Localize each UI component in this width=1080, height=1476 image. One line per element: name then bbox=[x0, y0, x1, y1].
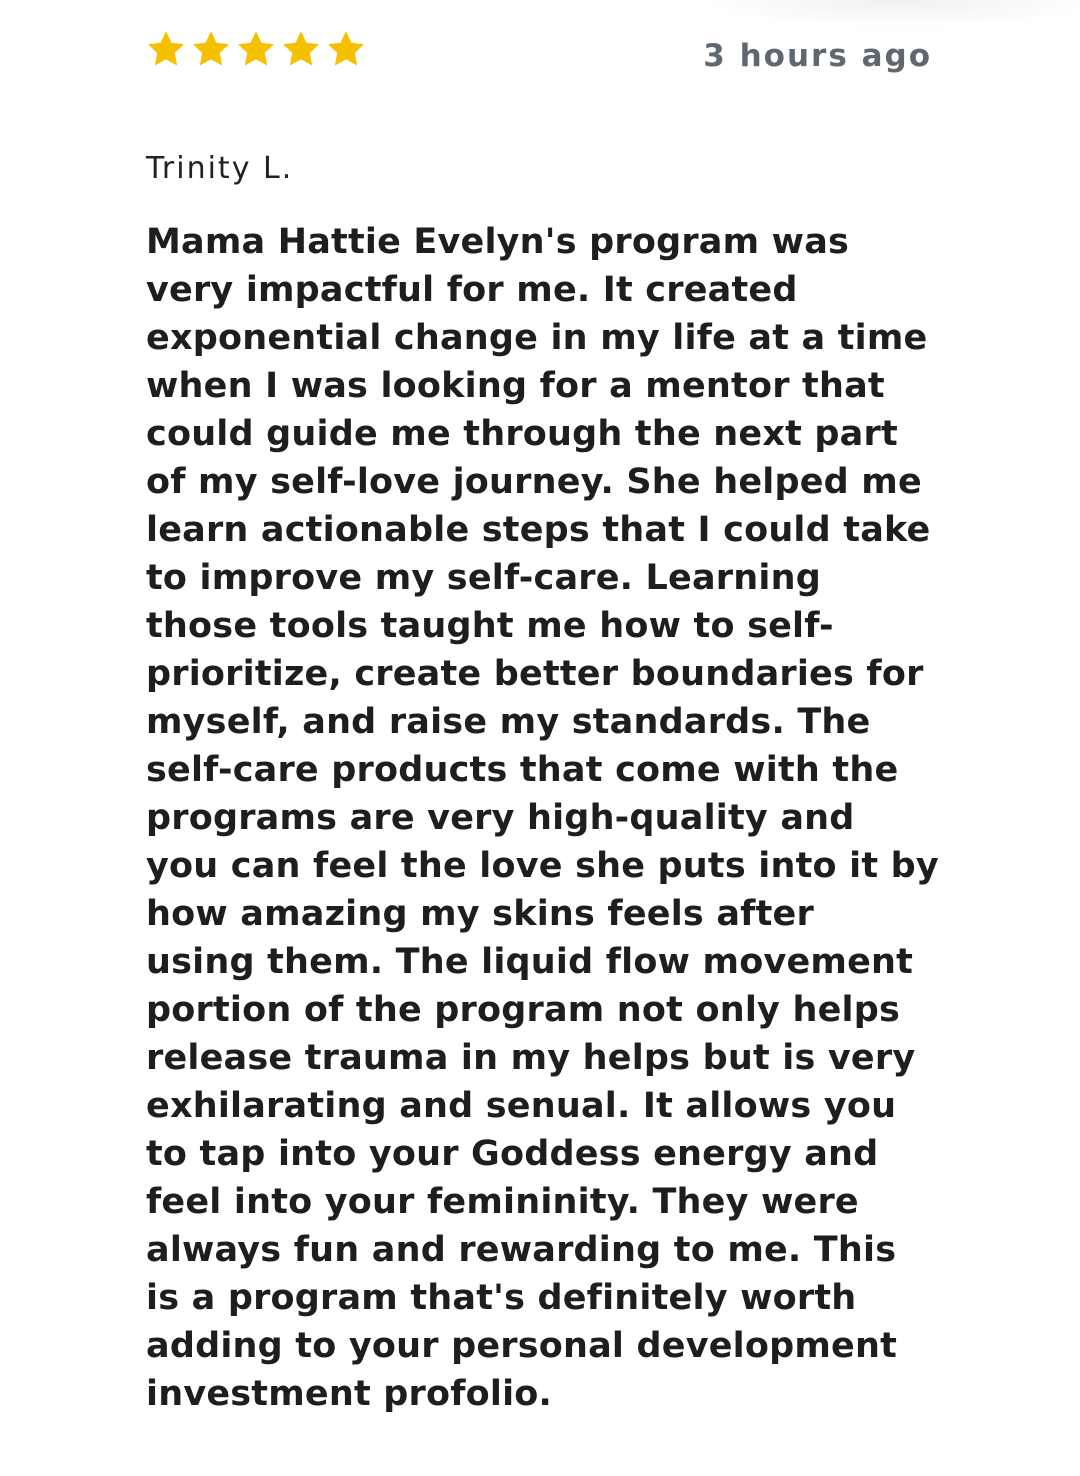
review-text-line: portion of the program not only helps bbox=[146, 990, 900, 1030]
review-text-line: using them. The liquid flow movement bbox=[146, 942, 914, 982]
review-text-line: is a program that's definitely worth bbox=[146, 1278, 857, 1318]
review-text-line: learn actionable steps that I could take bbox=[146, 510, 931, 550]
review-text-line: when I was looking for a mentor that bbox=[146, 366, 885, 406]
star-rating bbox=[145, 28, 367, 74]
review-text-line: investment profolio. bbox=[146, 1374, 553, 1414]
review-text-line: exponential change in my life at a time bbox=[146, 318, 928, 358]
star-icon bbox=[280, 28, 322, 70]
star-icon bbox=[190, 28, 232, 70]
review-text bbox=[146, 218, 946, 1418]
top-shadow bbox=[700, 0, 1080, 30]
star-icon bbox=[325, 28, 367, 70]
review-text-line: adding to your personal development bbox=[146, 1326, 898, 1366]
review-text-line: could guide me through the next part bbox=[146, 414, 898, 454]
review-text-line: you can feel the love she puts into it by bbox=[146, 846, 939, 886]
review-text-line: to improve my self-care. Learning bbox=[146, 558, 821, 598]
review-text-line: programs are very high-quality and bbox=[146, 798, 855, 838]
review-text-line: to tap into your Goddess energy and bbox=[146, 1134, 879, 1174]
review-text-line: release trauma in my helps but is very bbox=[146, 1038, 916, 1078]
review-text-line: feel into your femininity. They were bbox=[146, 1182, 859, 1222]
review-timestamp: 3 hours ago bbox=[703, 38, 932, 74]
review-text-line: myself, and raise my standards. The bbox=[146, 702, 871, 742]
review-text-line: of my self-love journey. She helped me bbox=[146, 462, 922, 502]
review-text-line: always fun and rewarding to me. This bbox=[146, 1230, 897, 1270]
review-text-line: very impactful for me. It created bbox=[146, 270, 798, 310]
star-icon bbox=[145, 28, 187, 70]
review-text-line: self-care products that come with the bbox=[146, 750, 899, 790]
review-text-line: Mama Hattie Evelyn's program was bbox=[146, 222, 850, 262]
star-icon bbox=[235, 28, 277, 70]
review-text-line: how amazing my skins feels after bbox=[146, 894, 814, 934]
review-text-line: exhilarating and senual. It allows you bbox=[146, 1086, 897, 1126]
review-text-line: those tools taught me how to self- bbox=[146, 606, 834, 646]
review-text-line: prioritize, create better boundaries for bbox=[146, 654, 924, 694]
reviewer-name: Trinity L. bbox=[146, 151, 294, 186]
